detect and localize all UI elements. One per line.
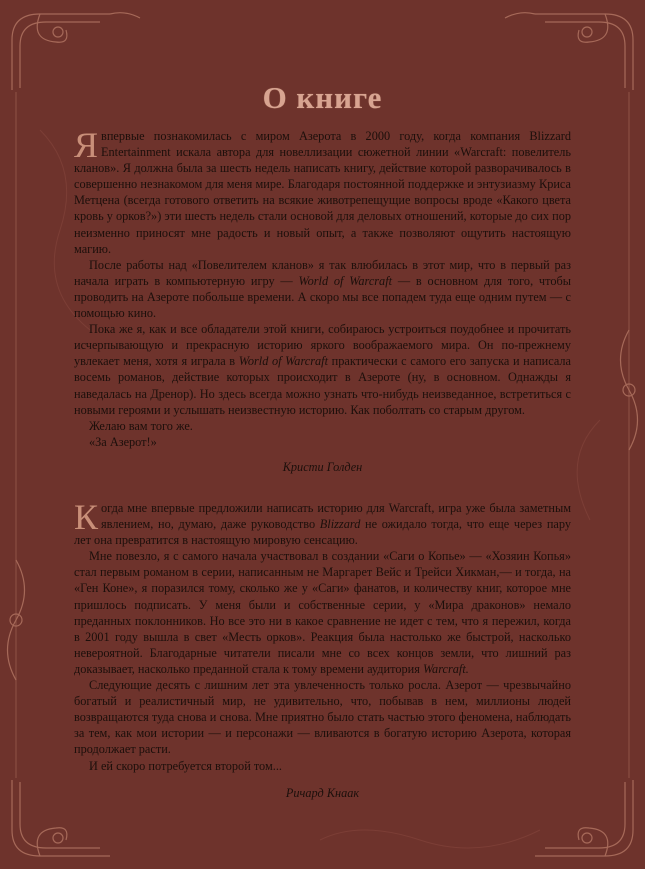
paragraph: Когда мне впервые предложили написать историю для Warcraft, игра уже была заметным явлением, но, думаю, даже руководство Blizzard не ожидало тогда, что еще через пару лет она превратится в настоящую мировую сенсацию. bbox=[74, 497, 571, 548]
paragraph: После работы над «Повелителем кланов» я так влюбилась в этот мир, что в первый раз начала играть в компьютерную игру — World of Warcraft — в основном для того, чтобы проводить на Азероте побольше времени. А скоро мы все попадем туда еще одним путем — с помощью кино. bbox=[74, 257, 571, 321]
paragraph: Мне повезло, я с самого начала участвовал в создании «Саги о Копье» — «Хозяин Копья» стал первым романом в серии, написанным не Маргарет Вейс и Трейси Хикман,— и тогда, на «Ген Коне», я поразился тому, сколько же у «Саги» фанатов, и количеству книг, которое мне пришлось подписать. У меня были и собственные серии, у «Мира драконов» немало преданных поклонников. Но все это ни в какое сравнение не идет с тем, что я пережил, когда в 2001 году вышла в свет «Месть орков». Реакция была настолько же быстрой, насколько невероятной. Благодарные читатели писали мне со всех концов земли, что лишний раз доказывает, насколько преданной стала к тому времени аудитория Warcraft. bbox=[74, 549, 571, 676]
paragraph: Явпервые познакомилась с миром Азерота в 2000 году, когда компания Blizzard Entertainment искала автора для новеллизации сюжетной линии «Warcraft: повелитель кланов». Я должна была за шесть недель написать книгу, действие которой разворачивалось в совершенно незнакомом для меня мире. Благодаря постоянной поддержке и энтузиазму Криса Метцена (всегда готового ответить на всякие животрепещущие вопросы вроде «Какого цвета кровь у орков?») эти шесть недель стали основой для деловых отношений, которые до сих пор неизменно приносят мне радость и новый опыт, а также позволяют ощутить настоящую магию. bbox=[74, 125, 571, 256]
page-title: О книге bbox=[262, 80, 383, 115]
foreword-section-knaak bbox=[74, 497, 571, 774]
signature-golden: Кристи Голден bbox=[282, 460, 363, 474]
drop-cap: К bbox=[74, 497, 99, 537]
foreword-section-golden bbox=[74, 125, 571, 450]
paragraph: «За Азерот!» bbox=[89, 434, 157, 449]
paragraph: И ей скоро потребуется второй том... bbox=[89, 758, 282, 773]
drop-cap: Я bbox=[74, 125, 99, 165]
signature-knaak: Ричард Кнаак bbox=[285, 786, 360, 800]
paragraph: Желаю вам того же. bbox=[89, 418, 193, 433]
paragraph: Пока же я, как и все обладатели этой книги, собираюсь устроиться поудобнее и прочитать исчерпывающую и прекрасную историю яркого воображаемого мира. Он по-прежнему увлекает меня, хотя я играла в World of Warcraft практически с самого его запуска и написала восемь романов, действие которых происходит в Азероте (ну, в основном. Однажды я наведалась на Дренор). Но здесь всегда можно узнать что-нибудь неизведанное, встретиться с новыми героями и услышать неизвестную историю. Как поболтать со старым другом. bbox=[74, 322, 571, 417]
paragraph: Следующие десять с лишним лет эта увлеченность только росла. Азерот — чрезвычайно богатый и реалистичный мир, не удивительно, что, побывав в нем, миллионы людей возвращаются туда снова и снова. Мне приятно было стать частью этого феномена, наблюдать за тем, как мои истории — и персонажи — вливаются в богатую историю Азерота, которая продолжает расти. bbox=[74, 678, 571, 757]
